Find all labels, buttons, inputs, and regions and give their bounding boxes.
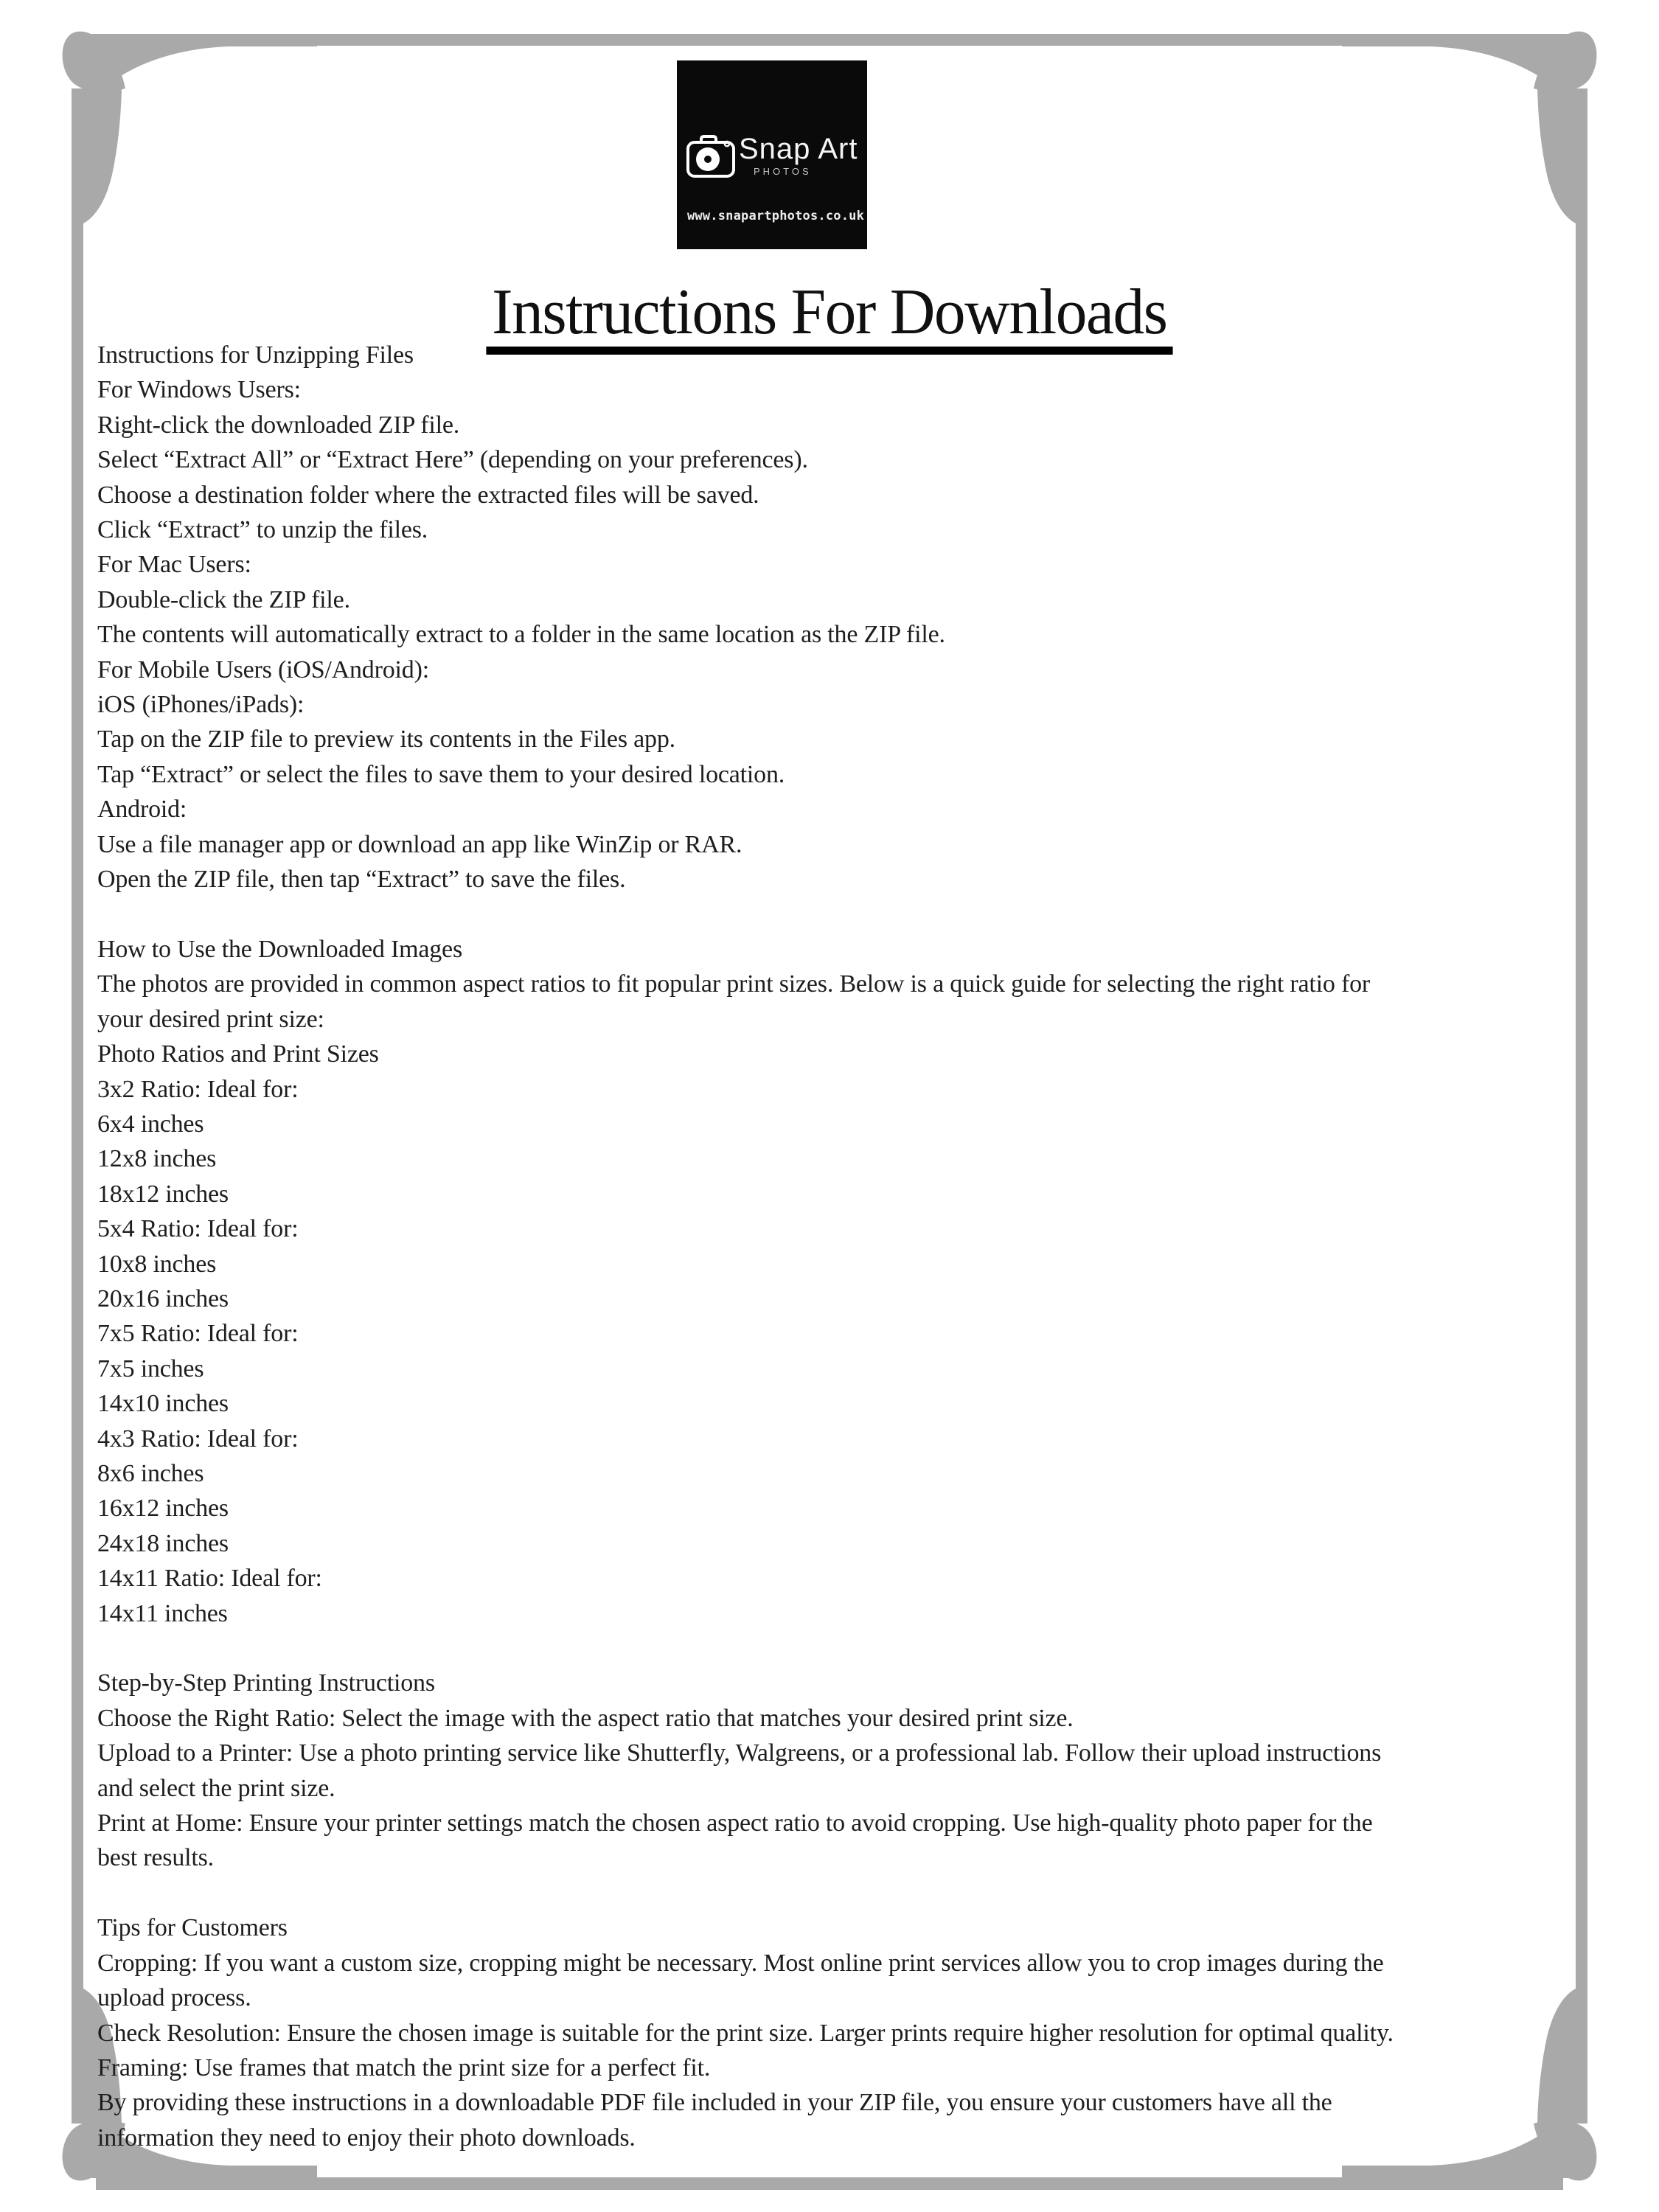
text-line: How to Use the Downloaded Images: [97, 935, 462, 963]
text-line: Photo Ratios and Print Sizes: [97, 1040, 379, 1068]
text-line: The contents will automatically extract to a folder in the same location as the ZIP file.: [97, 621, 945, 649]
text-line: 20x16 inches: [97, 1284, 229, 1312]
logo-website-url: www.snapartphotos.co.uk: [687, 209, 865, 223]
text-line: and select the print size.: [97, 1774, 335, 1802]
text-line: 16x12 inches: [97, 1495, 229, 1523]
text-line: Tips for Customers: [97, 1914, 288, 1942]
text-line: Step-by-Step Printing Instructions: [97, 1669, 435, 1697]
text-line: 10x8 inches: [97, 1250, 217, 1278]
blank-line: [97, 897, 1653, 932]
text-line: Print at Home: Ensure your printer settings match the chosen aspect ratio to avoid cropping. Use high-quality photo paper for the: [97, 1809, 1373, 1837]
text-line: Choose the Right Ratio: Select the image with the aspect ratio that matches your desired print size.: [97, 1704, 1074, 1732]
logo-subtitle: PHOTOS: [754, 166, 812, 177]
text-line: Choose a destination folder where the extracted files will be saved.: [97, 481, 759, 509]
text-line: best results.: [97, 1844, 214, 1872]
text-line: By providing these instructions in a downloadable PDF file included in your ZIP file, you ensure your customers have all the: [97, 2089, 1332, 2117]
text-line: 6x4 inches: [97, 1110, 204, 1138]
text-line: 14x10 inches: [97, 1390, 229, 1418]
blank-line: [97, 1876, 1653, 1910]
frame-left-rail: [72, 96, 83, 2116]
text-line: Select “Extract All” or “Extract Here” (depending on your preferences).: [97, 446, 808, 474]
text-line: 24x18 inches: [97, 1529, 229, 1557]
text-line: For Mobile Users (iOS/Android):: [97, 655, 429, 684]
text-line: 4x3 Ratio: Ideal for:: [97, 1425, 299, 1453]
text-line: 18x12 inches: [97, 1180, 229, 1208]
text-line: 3x2 Ratio: Ideal for:: [97, 1075, 299, 1103]
text-line: 7x5 inches: [97, 1354, 204, 1382]
text-line: Right-click the downloaded ZIP file.: [97, 411, 460, 439]
text-line: Android:: [97, 796, 187, 824]
text-line: Instructions for Unzipping Files: [97, 341, 414, 369]
frame-bottom-rail: [96, 2177, 1563, 2190]
text-line: your desired print size:: [97, 1005, 324, 1033]
page-title: Instructions For Downloads: [487, 280, 1173, 355]
text-line: The photos are provided in common aspect ratios to fit popular print sizes. Below is a quick guide for selecting the right ratio for: [97, 970, 1371, 998]
text-line: Use a file manager app or download an app like WinZip or RAR.: [97, 830, 742, 858]
text-line: Tap “Extract” or select the files to save them to your desired location.: [97, 760, 785, 788]
blank-line: [97, 1631, 1653, 1666]
logo-box: [677, 60, 867, 249]
text-line: 8x6 inches: [97, 1460, 204, 1487]
text-line: For Windows Users:: [97, 376, 301, 404]
logo-name: Snap Art: [739, 133, 858, 165]
text-line: 12x8 inches: [97, 1145, 217, 1173]
text-line: 14x11 Ratio: Ideal for:: [97, 1565, 322, 1593]
text-line: 7x5 Ratio: Ideal for:: [97, 1320, 299, 1348]
text-line: Upload to a Printer: Use a photo printing service like Shutterfly, Walgreens, or a professional lab. Follow their upload instructions: [97, 1739, 1382, 1767]
text-line: Double-click the ZIP file.: [97, 585, 350, 613]
text-line: Check Resolution: Ensure the chosen image is suitable for the print size. Larger prints require higher resolution for optimal quality.: [97, 2019, 1394, 2047]
text-line: Click “Extract” to unzip the files.: [97, 516, 428, 544]
text-line: Framing: Use frames that match the print size for a perfect fit.: [97, 2053, 711, 2081]
text-line: Open the ZIP file, then tap “Extract” to save the files.: [97, 866, 626, 894]
text-line: 14x11 inches: [97, 1599, 228, 1627]
camera-icon: [686, 133, 736, 178]
text-line: Tap on the ZIP file to preview its contents in the Files app.: [97, 726, 675, 754]
text-line: 5x4 Ratio: Ideal for:: [97, 1215, 299, 1243]
body-text: [97, 338, 1653, 2155]
text-line: information they need to enjoy their photo downloads.: [97, 2124, 636, 2152]
text-line: For Mac Users:: [97, 551, 251, 579]
text-line: Cropping: If you want a custom size, cropping might be necessary. Most online print services allow you to crop images during the: [97, 1949, 1384, 1977]
text-line: iOS (iPhones/iPads):: [97, 691, 305, 719]
text-line: upload process.: [97, 1984, 251, 2012]
